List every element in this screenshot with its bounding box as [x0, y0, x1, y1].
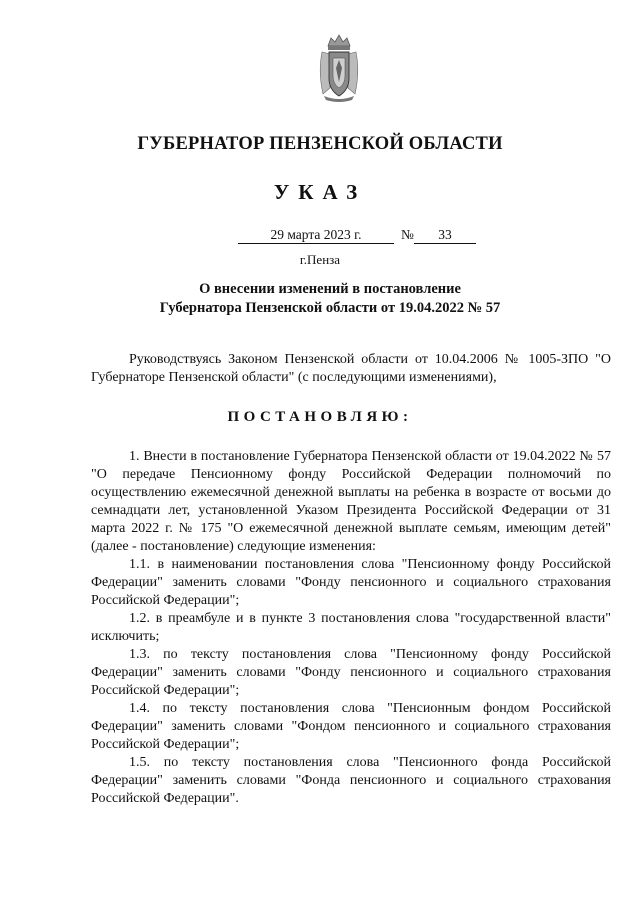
resolution-body [91, 448, 611, 808]
clause-1-3: 1.3. по тексту постановления слова "Пенсионному фонду Российской Федерации" заменить словами "Фонду пенсионного и социального страхования Российской Федерации"; [91, 647, 611, 698]
document-title [0, 280, 640, 318]
title-line-2: Губернатора Пензенской области от 19.04.2022 № 57 [159, 300, 501, 316]
clause-1-5: 1.5. по тексту постановления слова "Пенсионного фонда Российской Федерации" заменить словами "Фонда пенсионного и социального страхования Российской Федерации". [91, 755, 611, 806]
penza-coat-of-arms-icon [318, 32, 360, 102]
document-date: 29 марта 2023 г. [238, 227, 394, 244]
legal-basis-paragraph [91, 351, 611, 387]
number-label: № [401, 227, 414, 242]
clause-1: 1. Внести в постановление Губернатора Пензенской области от 19.04.2022 № 57 "О передаче Пенсионному фонду Российской Федерации полномочий по осуществлению ежемесячной денежной выплаты на ребенка в возрасте от восьми до семнадцати лет, установленной Указом Президента Российской Федерации от 31 марта 2022 г. № 175 "О ежемесячной денежной выплате семьям, имеющим детей" (далее - постановление) следующие изменения: [91, 449, 611, 554]
issuing-authority: ГУБЕРНАТОР ПЕНЗЕНСКОЙ ОБЛАСТИ [137, 134, 503, 154]
clause-1-4: 1.4. по тексту постановления слова "Пенсионным фондом Российской Федерации" заменить словами "Фондом пенсионного и социального страхования Российской Федерации"; [91, 701, 611, 752]
document-type: УКАЗ [273, 180, 367, 204]
clause-1-2: 1.2. в преамбуле и в пункте 3 постановления слова "государственной власти" исключить; [91, 611, 611, 644]
issue-city: г.Пенза [299, 252, 341, 267]
title-line-1: О внесении изменений в постановление [199, 281, 461, 297]
resolution-heading: ПОСТАНОВЛЯЮ: [227, 409, 413, 425]
document-number: 33 [414, 227, 476, 244]
clause-1-1: 1.1. в наименовании постановления слова "Пенсионному фонду Российской Федерации" заменить словами "Фонду пенсионного и социального страхования Российской Федерации"; [91, 557, 611, 608]
basis-text: Руководствуясь Законом Пензенской области от 10.04.2006 № 1005-ЗПО "О Губернаторе Пензенской области" (с последующими изменениями), [91, 352, 611, 385]
